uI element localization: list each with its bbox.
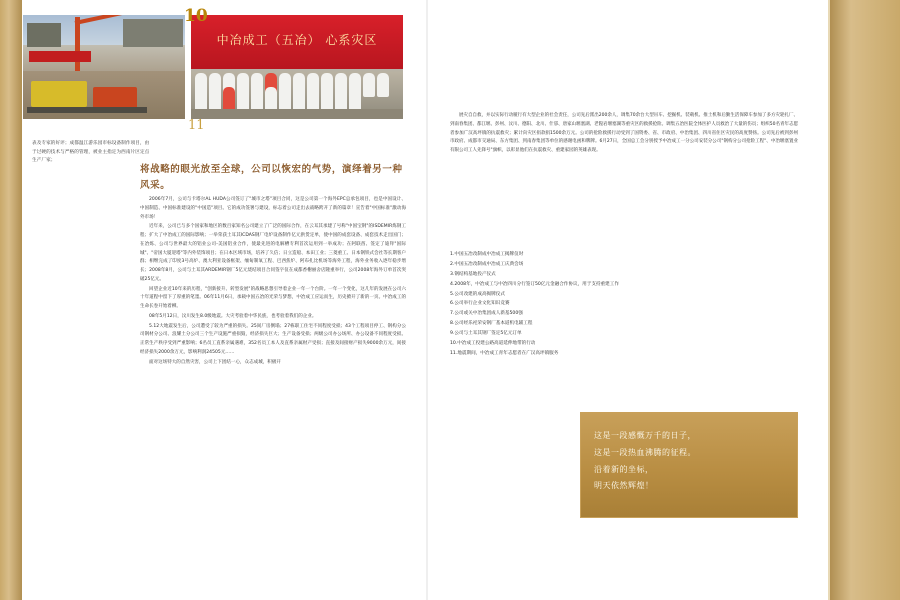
list-item: 4.2008年，中冶成工与中冶四川分行签订50亿元金融合作协议，用于支持重建工作 [450, 281, 619, 287]
banner-text: 中冶成工（五冶） 心系灾区 [216, 33, 378, 47]
credits-text: 表及专家的好评；成都温江游乐园市标设备制作项目，由于过硬的技术与严格的管理，被业主指定为西南片区定点生产厂家； [32, 141, 150, 164]
right-body-text [450, 112, 798, 157]
list-item: 7.公司或关中冶集团成人新基500强 [450, 311, 523, 317]
quote-line: 这是一段热血沸腾的征程。 [594, 447, 696, 457]
list-item: 2.中国五冶改制成中冶成工庆典会场 [450, 261, 524, 267]
list-item: 3.钢结构基地投产仪式 [450, 271, 496, 277]
loader-icon [93, 87, 137, 109]
right-gold-frame [830, 0, 900, 600]
left-body-columns [140, 196, 406, 554]
quote-text [594, 428, 784, 495]
quote-panel [580, 412, 798, 518]
page-number-bottom: 11 [188, 118, 205, 133]
team-members [191, 65, 403, 119]
quote-line: 明天依然辉煌！ [594, 481, 654, 491]
quote-line: 沿着新的坐标， [594, 464, 654, 474]
rescue-team-group-photo [190, 14, 404, 120]
paragraph: 展灾自自救，并以实际行动履行有大型企业的社会责任，公司先后派出200余人，调集70余台大型吊车、挖掘机、装载机、推土机和后勤生活保障车参加了多方灾轮扎厂、到南春集团、都江堰、彭州、汶川、德阳、北川、什邡、唐家山堰塞湖、老隍岩堰塞湖等重灾区的救援抢险。调集五冶医院全体医护人员救治了大量的伤员；组织50名青年志愿者参加广汉高坪镇的抗震救灾；累计向灾区捐款捐1500余万元。公司的抢险救援行动受到了国资委、省、市政府、中治集团、四川省住区灾民的高度赞扬。公司先后被到彭州市政府、成都市交通局、东方集团、到南春集团等单位的感谢电函和牌牌。6月27日，全国总工会分别授予中冶成工一分公司安装分公司"钢构分公司抢险工程"、中冶堰塞置业有限公司工人先锋号"旗帜，以彰显他们在抗震救灾、重建家园的英雄表现。 [450, 113, 798, 154]
excavator-icon [31, 81, 87, 107]
photo-caption-list [450, 250, 750, 359]
paragraph: 2006年7月，公司与卡塔尔AL HUDA公司签订了"城市之塔"项目合同，这是公司第一个海外EPC总承包项目，也是中国设计、中国制造、中国标准建设的"中国造"项目。它的成功签署与建设，标志着公司走出去战略跨开了新的篇章！宣告着"中国标准"激动海外市场！ [140, 197, 406, 220]
list-item: 1.中国五冶改制成中冶成工揭牌仪时 [450, 252, 524, 257]
quote-line: 这是一段感慨万千的日子， [594, 431, 696, 440]
left-gold-frame [0, 0, 22, 600]
photo-row [22, 14, 404, 120]
site-banner [29, 51, 91, 62]
spread-canvas [22, 0, 828, 600]
team-front-row [195, 87, 401, 111]
paragraph: 近年来，公司已与多个国家和地区的数百家知名公司建立了广泛的国际合作，在云耳其承建了号称"中国宝钢"的ISDEMIR炼钢工程；扩大了中冶成工的国际影响；一举荣获土耳其ICDAS钢厂电炉设备制作亿元供货定单，使中国的成套设备、成套技术走出国门；在冶炼、公司与世界最大的铝业公司-美国铝业合作，使最先进的电解槽专利首次运用到一举成功；在阿联酋、签定了迪拜"国际城"、"帝国大厦迎塔"等内外装饰项目；在日本区域市场，培养了久信；日立造船、本田工业；三菱重工、日本钢铁式会社等长期客户群；相继完成了印度3号高炉、澳大利亚设备框架、缅甸制氧工程、巴西焦炉、阿布扎比机场等海外工程，海外业务收入逐年稳步增长；2008年8月，公司与土耳其ARDEMIR钢厂5亿元烧结项目合同签字仪在成都香榭丽舍店隆重举行，公司2008年海外订单首次突破25亿元。 [140, 224, 406, 282]
construction-site-photo [22, 14, 186, 120]
list-item: 8.公司经乐祀荣安钢厂基本道机电辅工程 [450, 321, 533, 327]
list-item: 11.地震期间，中冶成工青年志愿者在广汉高坪镇服务 [450, 350, 559, 356]
page-number-top: 10 [184, 6, 208, 26]
right-page [428, 0, 828, 600]
red-banner [191, 15, 403, 69]
list-item: 10.中冶成工投建公路高道延伸地带的行动 [450, 340, 536, 346]
page-headline: 将战略的眼光放至全球，公司以恢宏的气势，演绎着另一种风采。 [140, 164, 403, 192]
left-page [22, 0, 426, 600]
paragraph: 08年5月12日，汶川发生8.0级地震。大灾考验着中华民族，也考验着我们的企业。 [149, 313, 317, 319]
photo-track [27, 107, 147, 113]
photo-ground [191, 109, 403, 119]
photo-building [123, 19, 183, 47]
crane-mast-icon [75, 17, 80, 73]
paragraph: 面对这场特大的自然灾害，公司上下团结一心，众志成城，积极开 [149, 359, 281, 365]
paragraph: 回望企业近10年来的历程，"创新接升、转型发展"的战略思想引导着企业一年一个台阶。一年一个变化，这几年的发展在公司六十年道程中留下了厚重的笔墨。06年11月6日，承载中国五冶的光荣与梦想，中冶成工应运而生，历史掀开了新的一页。中冶成工的生命长卷开始着柳。 [140, 286, 406, 310]
photo-building [27, 23, 61, 47]
list-item: 9.公司与土耳其钢厂签定5亿元订单 [450, 331, 522, 336]
list-item: 5.公司改建的成高揭牌仪式 [450, 291, 505, 297]
paragraph: 5.12大地震发生后，公司遭受了较为严重的损失。25间厂房倒塌；27栋职工住宅不同程度受损；43个工程项目停工、钢构分公司钢材分公司、浪耀土分公司三个生产设施严重损毁，经济损失巨大；生产设备受损；两级公司办公场所、办公设备不同程度受损。正常生产秩序受到严重影响；6名员工直系亲属遇难，352名员工本人及直系亲属财产受损；直接及间接财产损失9000余万元，间接经济损失2000余万元，影响利润24505元…… [140, 323, 406, 356]
list-item: 6.公司举行企业文化知识竞赛 [450, 301, 510, 307]
body-column [140, 196, 406, 368]
